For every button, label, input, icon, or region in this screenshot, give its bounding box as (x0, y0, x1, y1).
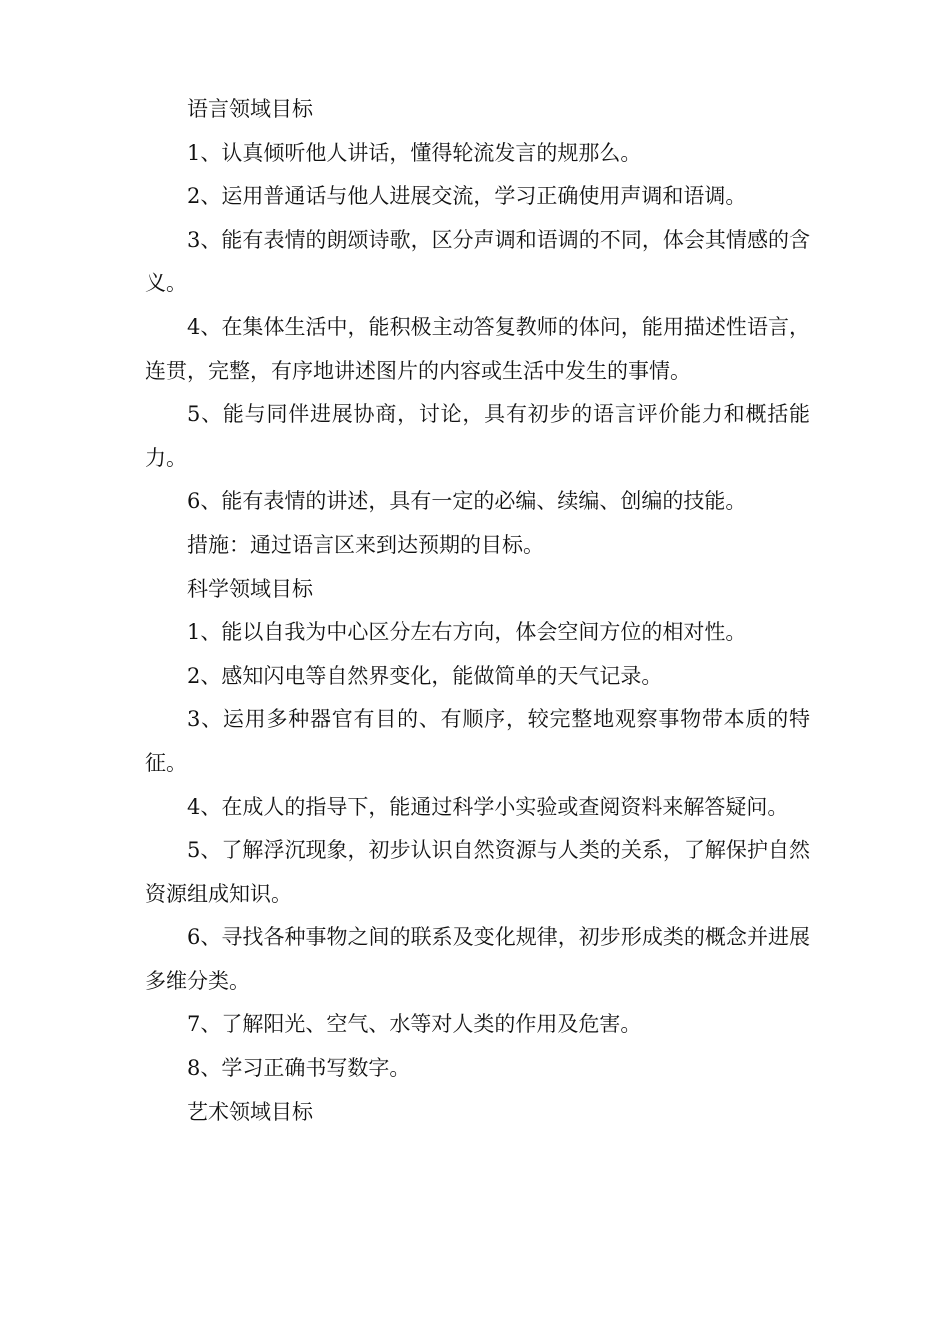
language-goal-5: 5、能与同伴进展协商，讨论，具有初步的语言评价能力和概括能力。 (145, 402, 810, 470)
science-goal-1: 1、能以自我为中心区分左右方向，体会空间方位的相对性。 (187, 620, 747, 645)
section-heading-language: 语言领域目标 (187, 97, 313, 121)
language-goal-2: 2、运用普通话与他人进展交流，学习正确使用声调和语调。 (187, 184, 747, 209)
document-body (145, 88, 810, 1134)
language-goal-1: 1、认真倾听他人讲话，懂得轮流发言的规那么。 (187, 140, 642, 165)
language-measures: 措施：通过语言区来到达预期的目标。 (187, 532, 544, 557)
science-goal-8: 8、学习正确书写数字。 (187, 1056, 411, 1081)
language-goal-6: 6、能有表情的讲述，具有一定的必编、续编、创编的技能。 (187, 489, 747, 514)
language-goal-3: 3、能有表情的朗颂诗歌，区分声调和语调的不同，体会其情感的含义。 (145, 227, 810, 296)
science-goal-7: 7、了解阳光、空气、水等对人类的作用及危害。 (187, 1012, 642, 1037)
science-goal-2: 2、感知闪电等自然界变化，能做简单的天气记录。 (187, 663, 663, 688)
section-heading-art: 艺术领域目标 (187, 1099, 313, 1124)
section-heading-science: 科学领域目标 (187, 576, 313, 601)
science-goal-4: 4、在成人的指导下，能通过科学小实验或查阅资料来解答疑问。 (187, 794, 789, 819)
language-goal-4: 4、在集体生活中，能积极主动答复教师的体问，能用描述性语言，连贯，完整，有序地讲述图片的内容或生活中发生的事情。 (145, 314, 810, 383)
science-goal-3: 3、运用多种器官有目的、有顺序，较完整地观察事物带本质的特征。 (145, 707, 810, 775)
science-goal-6: 6、寻找各种事物之间的联系及变化规律，初步形成类的概念并进展多维分类。 (145, 925, 810, 993)
science-goal-5: 5、了解浮沉现象，初步认识自然资源与人类的关系，了解保护自然资源组成知识。 (145, 838, 810, 906)
